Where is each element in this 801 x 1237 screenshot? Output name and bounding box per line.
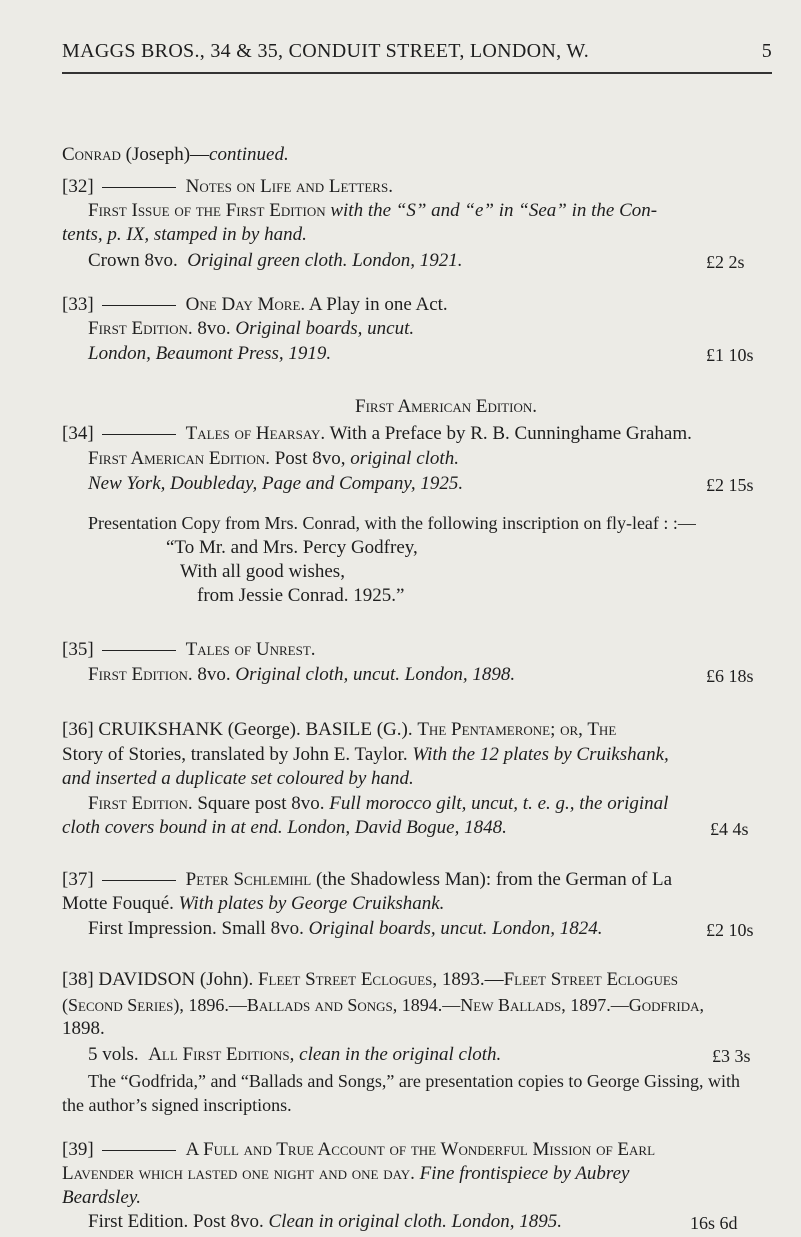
entry-38-price: £3 3s (712, 1046, 751, 1066)
entry-33-title (62, 293, 448, 317)
entry-subtitle: With a Preface by R. B. Cunninghame Graham. (329, 423, 692, 444)
entry-number: [33] (62, 294, 94, 315)
entry-33-price: £1 10s (706, 345, 754, 365)
entry-subtitle: (the Shadowless Man): from the German of La (315, 869, 673, 890)
binding-label: Original green cloth. London, 1921. (187, 250, 463, 271)
entry-35-title (62, 638, 316, 662)
entry-number: [35] (62, 639, 94, 660)
dash-rule (102, 305, 176, 306)
edition-label: First Issue of the First Edition (88, 200, 326, 221)
entry-number: [37] (62, 869, 94, 890)
edition-label: First American Edition. (88, 448, 270, 469)
entry-34-line3: New York, Doubleday, Page and Company, 1925. (88, 473, 464, 494)
binding-label: original cloth. (350, 448, 459, 469)
binding-label: Original cloth, uncut. London, 1898. (235, 664, 516, 685)
author-forename: (Joseph)— (125, 144, 210, 165)
entry-32-line2 (88, 199, 657, 223)
format-label: First Impression. Small 8vo. (88, 918, 304, 939)
header-text: MAGGS BROS., 34 & 35, CONDUIT STREET, LONDON, W. (62, 40, 590, 62)
entry-38-line4 (88, 1043, 501, 1067)
format-label: 8vo. (197, 664, 231, 685)
entry-36-line2 (62, 743, 669, 767)
author-name: DAVIDSON (John). (98, 969, 254, 990)
entry-35-price: £6 18s (706, 666, 754, 686)
entry-number: [34] (62, 423, 94, 444)
entry-37-title (62, 868, 672, 892)
edition-label: First Edition. (88, 793, 193, 814)
entry-36-line4 (88, 792, 668, 816)
entry-38-line3: 1898. (62, 1018, 105, 1039)
edition-label: First Edition. (88, 664, 193, 685)
entry-note: With plates by George Cruikshank. (178, 893, 445, 914)
dash-rule (102, 434, 176, 435)
inscription-line-2: With all good wishes, (180, 561, 345, 582)
page-number: 5 (761, 40, 772, 62)
binding-label: clean in the original cloth. (299, 1044, 502, 1065)
entry-36-line5: cloth covers bound in at end. London, David Bogue, 1848. (62, 817, 507, 838)
entry-title: Tales of Hearsay. (185, 423, 326, 444)
binding-label: Original boards, uncut. London, 1824. (308, 918, 603, 939)
entry-32-price: £2 2s (706, 252, 745, 272)
entry-32-line3: tents, p. IX, stamped in by hand. (62, 224, 307, 245)
entry-38-note1: The “Godfrida,” and “Ballads and Songs,” are presentation copies to George Gissing, with (88, 1071, 740, 1091)
continued-label: continued. (209, 144, 289, 165)
entry-38-line1 (62, 968, 678, 992)
author-name: CRUIKSHANK (George). BASILE (G.). (98, 719, 413, 740)
entry-36-line1 (62, 718, 616, 742)
entry-note: with the “S” and “e” in “Sea” in the Con- (330, 200, 658, 221)
author-heading (62, 143, 289, 167)
entry-37-price: £2 10s (706, 920, 754, 940)
entry-36-price: £4 4s (710, 819, 749, 839)
entry-34-line2 (88, 447, 459, 471)
entry-title: Notes on Life and Letters. (185, 176, 393, 197)
entry-number: [36] (62, 719, 94, 740)
format-label: 8vo. (197, 318, 231, 339)
entry-33-line3: London, Beaumont Press, 1919. (88, 343, 332, 364)
entry-32-line4 (88, 249, 463, 273)
format-label: First Edition. Post 8vo. (88, 1211, 264, 1232)
entry-34-price: £2 15s (706, 475, 754, 495)
entry-39-line2 (62, 1162, 630, 1186)
entry-title: A Full and True Account of the Wonderful Mission of Earl (185, 1139, 656, 1160)
entry-title: The Pentamerone; or, The (417, 719, 617, 740)
entry-text: Motte Fouqué. (62, 893, 174, 914)
inscription-line-3: from Jessie Conrad. 1925.” (197, 585, 405, 606)
entry-32-title (62, 175, 393, 199)
subheading: First American Edition. (355, 396, 537, 417)
entry-subtitle: A Play in one Act. (308, 294, 448, 315)
entry-33-line2 (88, 317, 414, 341)
entry-38-line2: (Second Series), 1896.—Ballads and Songs, 1894.—New Ballads, 1897.—Godfrida, (62, 995, 705, 1015)
entry-37-line3 (88, 917, 602, 941)
binding-label: Original boards, uncut. (235, 318, 415, 339)
entry-note: Fine frontispiece by Aubrey (419, 1163, 630, 1184)
entry-37-line2 (62, 892, 444, 916)
entry-34-title (62, 422, 692, 446)
entry-number: [39] (62, 1139, 94, 1160)
page-header (62, 40, 772, 63)
entry-39-line3: Beardsley. (62, 1187, 141, 1208)
dash-rule (102, 1150, 176, 1151)
dash-rule (102, 187, 176, 188)
presentation-note: Presentation Copy from Mrs. Conrad, with the following inscription on fly-leaf : :— (88, 513, 696, 533)
entry-36-line3: and inserted a duplicate set coloured by hand. (62, 768, 414, 789)
binding-label: Clean in original cloth. London, 1895. (268, 1211, 562, 1232)
inscription-line-1: “To Mr. and Mrs. Percy Godfrey, (166, 537, 418, 558)
entry-38-note2: the author’s signed inscriptions. (62, 1095, 292, 1115)
edition-label: First Edition. (88, 318, 193, 339)
format-label: Crown 8vo. (88, 250, 178, 271)
entry-title: Tales of Unrest. (185, 639, 316, 660)
entry-title-cont: Lavender which lasted one night and one day. (62, 1163, 415, 1184)
entry-note: With the 12 plates by Cruikshank, (412, 744, 669, 765)
binding-label: Full morocco gilt, uncut, t. e. g., the original (329, 793, 669, 814)
format-label: Square post 8vo. (197, 793, 325, 814)
dash-rule (102, 650, 176, 651)
entry-39-line4 (88, 1210, 562, 1234)
dash-rule (102, 880, 176, 881)
entry-39-price: 16s 6d (690, 1213, 738, 1233)
entry-39-title (62, 1138, 655, 1162)
author-name: Conrad (62, 144, 121, 165)
entry-title: Peter Schlemihl (185, 869, 312, 890)
edition-label: All First Editions, (148, 1044, 295, 1065)
entry-title: Fleet Street Eclogues, 1893.—Fleet Street Eclogues (257, 969, 679, 990)
entry-number: [32] (62, 176, 94, 197)
format-label: Post 8vo, (274, 448, 346, 469)
entry-title: One Day More. (185, 294, 306, 315)
header-rule (62, 72, 772, 74)
format-label: 5 vols. (88, 1044, 139, 1065)
entry-text: Story of Stories, translated by John E. Taylor. (62, 744, 408, 765)
entry-number: [38] (62, 969, 94, 990)
entry-35-line2 (88, 663, 515, 687)
